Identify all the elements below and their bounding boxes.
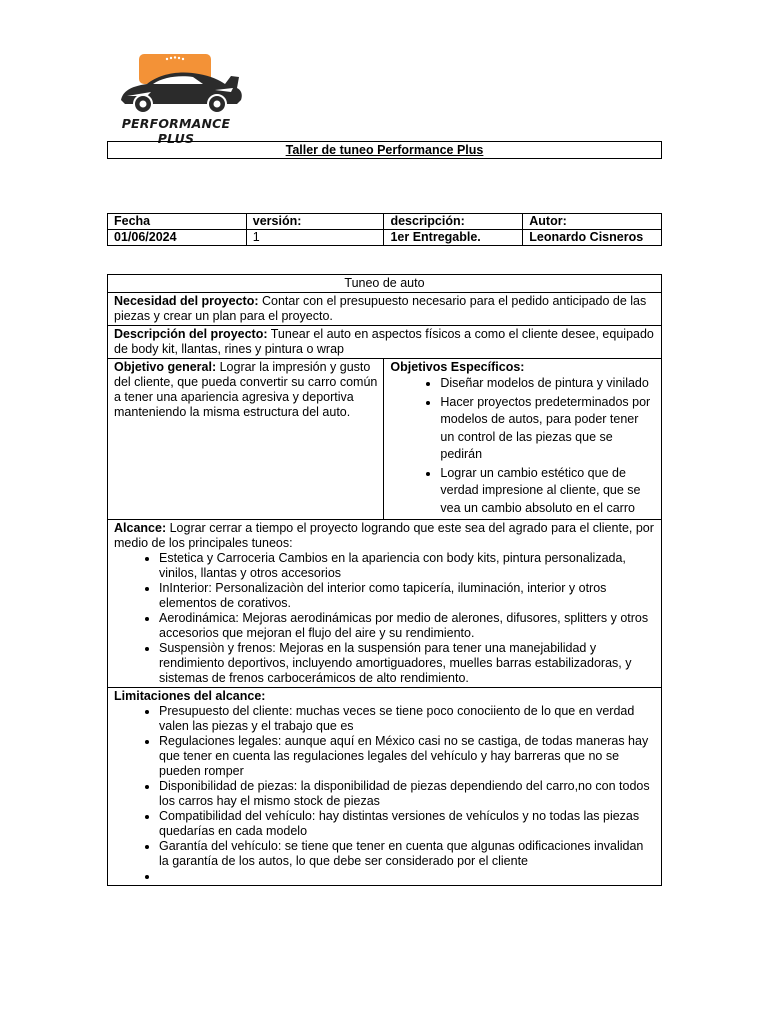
list-item: • Estetica y Carroceria Cambios en la apariencia con body kits, pintura personalizada, vinilos, llantas y otros accesorios (159, 551, 655, 581)
document-title: Taller de tuneo Performance Plus (107, 141, 662, 159)
objetivo-general-label: Objetivo general: (114, 360, 217, 374)
company-logo (107, 44, 245, 146)
descripcion-text: Tunear el auto en aspectos físicos a como el cliente desee, equipado de body kit, llantas, rines y pintura o wrap (114, 327, 654, 356)
header-descripcion: descripción: (384, 214, 523, 230)
list-item: • Compatibilidad del vehículo: hay distintas versiones de vehículos y no todas las piezas quedarías en cada modelo (159, 809, 655, 839)
limitaciones-label: Limitaciones del alcance: (114, 689, 266, 703)
list-item: • Hacer proyectos predeterminados por modelos de autos, para poder tener un control de las piezas que se pedirán (440, 394, 655, 464)
value-fecha: 01/06/2024 (108, 230, 247, 246)
objetivo-general-cell (108, 359, 384, 520)
list-item: • Disponibilidad de piezas: la disponibilidad de piezas dependiendo del carro,no con todos los carros hay el mismo stock de piezas (159, 779, 655, 809)
necesidad-text: Contar con el presupuesto necesario para el pedido anticipado de las piezas y crear un plan para el proyecto. (114, 294, 647, 323)
list-item: • Presupuesto del cliente: muchas veces se tiene poco conociiento de lo que en verdad valen las piezas y el trabajo que es (159, 704, 655, 734)
necesidad-cell (108, 293, 662, 326)
alcance-list (114, 551, 655, 686)
list-item: • Regulaciones legales: aunque aquí en México casi no se castiga, de todas maneras hay que tener en cuenta las regulaciones legales del vehículo y hay barreras que no se pueden romper (159, 734, 655, 779)
list-item: • InInterior: Personalizaciòn del interior como tapicería, iluminación, interior y otros elementos de corativos. (159, 581, 655, 611)
metadata-table (107, 213, 662, 246)
alcance-cell (108, 520, 662, 688)
list-item (159, 869, 655, 884)
metadata-header-row (108, 214, 662, 230)
list-item: • Garantía del vehículo: se tiene que tener en cuenta que algunas odificaciones invalidan la garantía de los autos, lo que debe ser considerado por el cliente (159, 839, 655, 869)
list-item: • Suspensiòn y frenos: Mejoras en la suspensión para tener una manejabilidad y rendimiento deportivos, incluyendo amortiguadores, muelles barras estabilizadoras, y sistemas de frenos carbocerámicos de alto rendimiento. (159, 641, 655, 686)
header-version: versión: (246, 214, 384, 230)
alcance-label: Alcance: (114, 521, 167, 535)
limitaciones-list (114, 704, 655, 884)
objetivos-especificos-cell (384, 359, 662, 520)
value-autor: Leonardo Cisneros (523, 230, 662, 246)
list-item: • Aerodinámica: Mejoras aerodinámicas por medio de alerones, difusores, splitters y otros accesorios que mejoran el flujo del aire y su rendimiento. (159, 611, 655, 641)
limitaciones-cell (108, 688, 662, 886)
descripcion-label: Descripción del proyecto: (114, 327, 268, 341)
descripcion-cell (108, 326, 662, 359)
alcance-text: Lograr cerrar a tiempo el proyecto logrando que este sea del agrado para el cliente, por medio de los principales tuneos: (114, 521, 654, 550)
value-descripcion: 1er Entregable. (384, 230, 523, 246)
objetivo-general-text: Lograr la impresión y gusto del cliente, que pueda convertir su carro común a tener una apariencia agresiva y deportiva manteniendo la misma estructura del auto. (114, 360, 378, 419)
list-item: • Diseñar modelos de pintura y vinilado (440, 375, 655, 393)
value-version: 1 (246, 230, 384, 246)
project-title: Tuneo de auto (108, 275, 662, 293)
objetivos-especificos-label: Objetivos Específicos: (390, 360, 525, 374)
project-table (107, 274, 662, 886)
header-autor: Autor: (523, 214, 662, 230)
metadata-value-row (108, 230, 662, 246)
logo-text: PERFORMANCE PLUS (121, 116, 231, 146)
objetivos-especificos-list (390, 375, 655, 517)
necesidad-label: Necesidad del proyecto: (114, 294, 259, 308)
header-fecha: Fecha (108, 214, 247, 230)
list-item: • Lograr un cambio estético que de verdad impresione al cliente, que se vea un cambio absoluto en el carro (440, 465, 655, 518)
